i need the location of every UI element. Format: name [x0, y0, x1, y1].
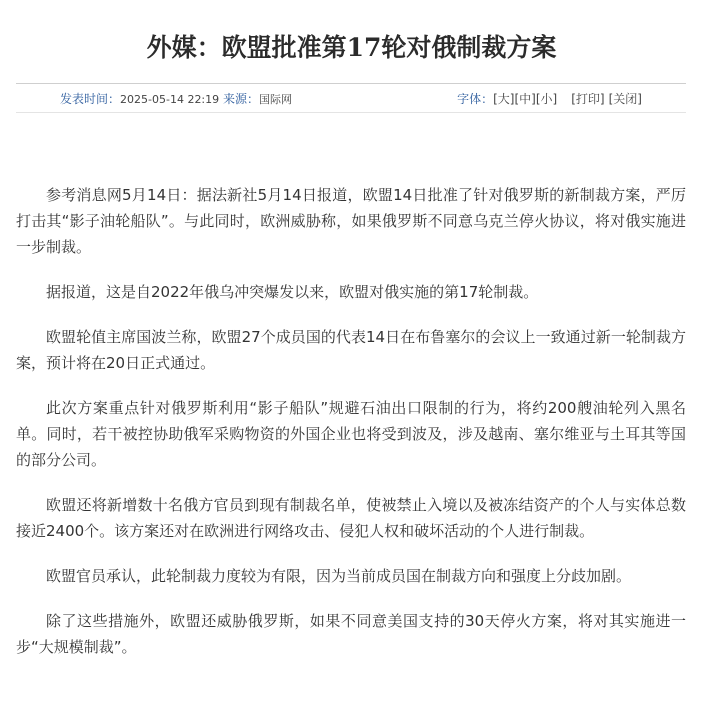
source-label: 来源： [222, 92, 259, 106]
article-paragraph: 此次方案重点针对俄罗斯利用“影子船队”规避石油出口限制的行为，将约200艘油轮列入黑名单。同时，若干被控协助俄军采购物资的外国企业也将受到波及，涉及越南、塞尔维亚与土耳其等国的部分公司。 [16, 399, 686, 469]
publish-info [60, 84, 292, 115]
font-size-label: 字体： [457, 92, 494, 106]
font-small-button[interactable]: [小] [535, 92, 558, 106]
article-paragraph: 参考消息网5月14日：据法新社5月14日报道，欧盟14日批准了针对俄罗斯的新制裁方案，严厉打击其“影子油轮船队”。与此同时，欧洲威胁称，如果俄罗斯不同意乌克兰停火协议，将对俄实施进一步制裁。 [16, 186, 686, 256]
publish-time-value: 2025-05-14 22:19 [120, 93, 220, 106]
article-paragraph: 欧盟轮值主席国波兰称，欧盟27个成员国的代表14日在布鲁塞尔的会议上一致通过新一轮制裁方案，预计将在20日正式通过。 [16, 328, 686, 372]
article-paragraph: 除了这些措施外，欧盟还威胁俄罗斯，如果不同意美国支持的30天停火方案，将对其实施进一步“大规模制裁”。 [16, 612, 686, 656]
publish-time-label: 发表时间： [60, 92, 121, 106]
article-title: 外媒：欧盟批准第17轮对俄制裁方案 [146, 33, 557, 62]
article-body [16, 182, 686, 679]
article-paragraph: 据报道，这是自2022年俄乌冲突爆发以来，欧盟对俄实施的第17轮制裁。 [46, 283, 539, 301]
font-medium-button[interactable]: [中] [514, 92, 536, 106]
source-value: 国际网 [258, 93, 292, 106]
article-paragraph: 欧盟还将新增数十名俄方官员到现有制裁名单，使被禁止入境以及被冻结资产的个人与实体总数接近2400个。该方案还对在欧洲进行网络攻击、侵犯人权和破坏活动的个人进行制裁。 [16, 496, 686, 540]
print-button[interactable]: [打印] [571, 92, 605, 106]
article-meta-bar [16, 83, 686, 113]
article-tools [457, 84, 642, 114]
font-large-button[interactable]: [大] [493, 92, 515, 106]
article-paragraph: 欧盟官员承认，此轮制裁力度较为有限，因为当前成员国在制裁方向和强度上分歧加剧。 [46, 567, 632, 585]
close-button[interactable]: [关闭] [608, 92, 642, 106]
